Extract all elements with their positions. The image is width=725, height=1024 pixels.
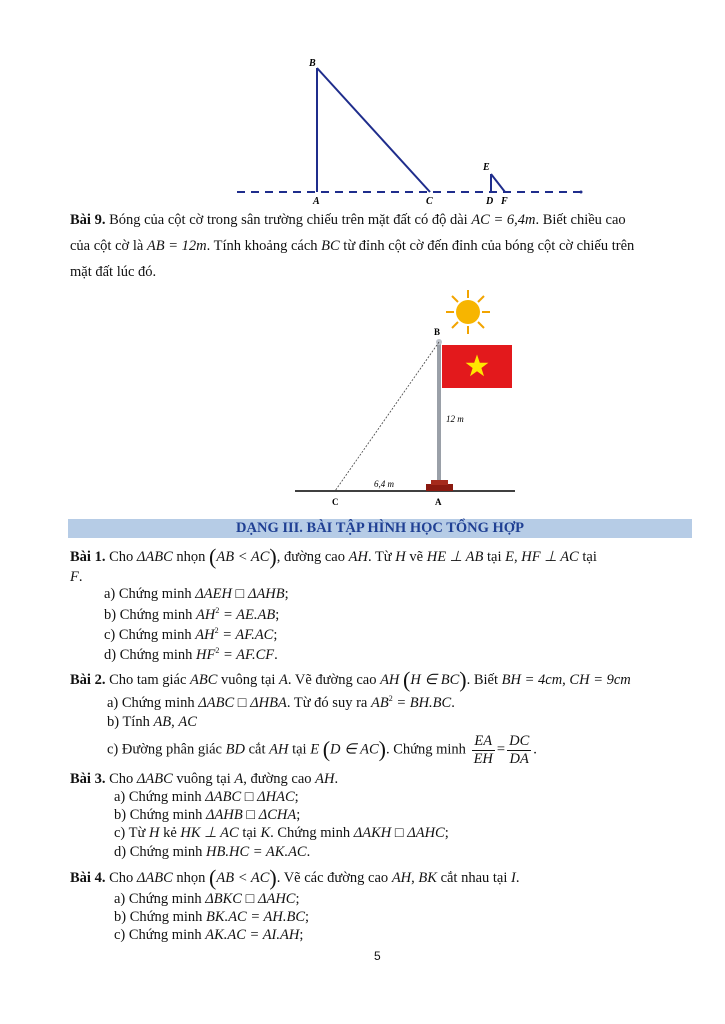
bai4-text: nhọn — [176, 870, 206, 886]
bai3-text: Cho — [109, 771, 134, 787]
label-b: B — [434, 327, 441, 337]
bai3-math: ΔAHB □ ΔCHA — [206, 807, 297, 823]
bai1-sup: 2 — [215, 646, 220, 655]
bai2-punct: , — [171, 714, 175, 730]
fraction-ea-eh — [472, 733, 495, 767]
bai3-punct: . — [306, 844, 311, 860]
bai9-text: . Tính khoảng cách — [206, 238, 318, 254]
bai2-math: BH = 4cm — [501, 672, 563, 688]
bai1-punct: ; — [275, 606, 280, 623]
bai1-title: Bài 1. — [70, 549, 106, 565]
bai9-text: Bóng của cột cờ trong sân trường chiếu trên mặt đất có độ dài — [109, 212, 468, 228]
bai3-part-a — [114, 789, 299, 806]
pole-base — [426, 484, 453, 491]
bai2-text: vuông tại — [221, 672, 276, 688]
bai3-math: ΔABC — [136, 771, 173, 787]
bai2-punct: . — [533, 741, 537, 758]
label-c: C — [426, 196, 433, 207]
bai9-title: Bài 9. — [70, 212, 106, 228]
bai1-text: , — [514, 549, 518, 565]
bai3-text: kẻ — [163, 825, 177, 841]
shadow-line-bc — [335, 342, 439, 491]
bai1-math: AB < AC — [216, 549, 270, 565]
bai1-math: ΔAEH □ ΔAHB — [195, 586, 285, 602]
bai1-math: HF ⊥ AC — [521, 549, 579, 565]
bai3-part-label: a) Chứng minh — [114, 789, 202, 805]
bai2-text: . Từ đó suy ra — [286, 694, 368, 711]
bai4-part-c — [114, 927, 303, 944]
bai4-math: AH — [391, 870, 412, 886]
bai1-sup: 2 — [214, 626, 219, 635]
bai1-text: . — [78, 569, 83, 585]
bai3-part-label: c) Từ — [114, 825, 146, 841]
bai3-punct: ; — [444, 825, 449, 841]
ray-ef — [491, 174, 505, 192]
bai2-math: = BH.BC — [396, 694, 452, 711]
bai1-math: = AF.AC — [222, 626, 274, 643]
sun-icon — [446, 290, 490, 334]
flag-pole — [437, 342, 441, 488]
bai9-line-2 — [70, 238, 634, 255]
fraction-denominator: DA — [509, 750, 529, 767]
bai1-part-label: a) Chứng minh — [104, 586, 192, 602]
figure-flagpole — [290, 290, 525, 515]
bai4-punct: , — [411, 870, 415, 886]
bai3-math: ΔAKH □ ΔAHC — [353, 825, 445, 841]
bai2-part-label: a) Chứng minh — [107, 694, 195, 711]
bai1-part-c — [104, 626, 277, 644]
bai9-line-1 — [70, 212, 626, 229]
bai4-text: . Vẽ các đường cao — [276, 870, 389, 886]
bai2-math: ABC — [190, 672, 218, 688]
bai9-math: AC = 6,4m — [471, 212, 536, 228]
bai3-math: HB.HC = AK.AC — [206, 844, 307, 860]
bai2-math: AH — [269, 741, 289, 758]
bai3-punct: ; — [294, 789, 299, 805]
pole-base-top — [431, 480, 448, 485]
bai3-part-label: b) Chứng minh — [114, 807, 203, 823]
bai3-math: H — [148, 825, 160, 841]
bai2-math: A — [279, 672, 288, 688]
label-b: B — [309, 58, 316, 69]
bai2-math: AB — [370, 694, 389, 711]
bai4-punct: ; — [304, 909, 310, 925]
bai4-math: ΔBKC □ ΔAHC — [205, 891, 296, 907]
bai2-math: D ∈ AC — [330, 741, 379, 758]
bai4-title: Bài 4. — [70, 870, 106, 886]
bai1-math: ΔABC — [136, 549, 173, 565]
bai1-math: = AE.AB — [223, 606, 276, 623]
bai4-math: ΔABC — [136, 870, 173, 886]
bai2-text: . Biết — [466, 672, 499, 688]
bai4-part-label: a) Chứng minh — [114, 891, 202, 907]
label-f: F — [501, 196, 508, 207]
section-header: DẠNG III. BÀI TẬP HÌNH HỌC TỔNG HỢP — [68, 519, 692, 538]
fraction-numerator: EA — [472, 733, 495, 751]
bai3-line-1 — [70, 771, 338, 788]
bai1-part-label: c) Chứng minh — [104, 626, 192, 643]
bai1-part-label: d) Chứng minh — [104, 646, 193, 663]
fraction-denominator: EH — [473, 750, 493, 767]
bai1-text: , đường cao — [276, 549, 345, 565]
label-c: C — [332, 497, 339, 507]
bai4-part-label: b) Chứng minh — [114, 909, 203, 925]
bai2-title: Bài 2. — [70, 672, 106, 688]
bai2-math: CH = 9cm — [569, 672, 631, 688]
bai2-part-a — [107, 694, 455, 712]
bai9-math: AB = 12m — [146, 238, 207, 254]
bai2-math: AH — [380, 672, 400, 688]
bai1-part-label: b) Chứng minh — [104, 606, 193, 623]
bai2-part-label: b) Tính — [107, 714, 150, 730]
bai1-text: Cho — [109, 549, 134, 565]
bai1-math: AH — [348, 549, 368, 565]
bai1-math: H — [395, 549, 406, 565]
bai3-text: , đường cao — [243, 771, 312, 787]
bai2-text: , — [562, 672, 566, 688]
bai3-part-label: d) Chứng minh — [114, 844, 203, 860]
bai1-math: HE ⊥ AB — [426, 549, 484, 565]
bai3-punct: ; — [296, 807, 301, 823]
bai9-text: mặt đất lúc đó. — [70, 264, 157, 280]
bai2-sup: 2 — [388, 694, 393, 703]
bai1-math: = AF.CF — [223, 646, 275, 663]
bai4-line-1: Bài 4. Cho ΔABC nhọn (AB < AC). Vẽ các đường cao AH, BK cắt nhau tại I. — [70, 865, 520, 890]
bai2-math: AC — [178, 714, 197, 730]
bai4-math: I — [511, 870, 516, 886]
bai1-punct: ; — [284, 586, 289, 602]
bai2-part-c: c) Đường phân giác BD cắt AH tại E (D ∈ AC). Chứng minh $\frac{EA}{EH}$ = $\frac{DC}{DA}$ . — [107, 733, 537, 767]
bai1-part-a — [104, 586, 289, 603]
shadow-ray-bc — [317, 68, 430, 192]
label-shadow: 6,4 m — [374, 479, 394, 489]
bai1-line-1: Bài 1. Cho ΔABC nhọn (AB < AC), đường cao AH. Từ H vẽ HE ⊥ AB tại E, HF ⊥ AC tại — [70, 544, 597, 569]
bai1-text: vẽ — [409, 549, 424, 565]
bai3-math: K — [260, 825, 271, 841]
bai9-text: . Biết chiều cao — [535, 212, 626, 228]
bai1-punct: ; — [273, 626, 278, 643]
bai9-line-3 — [70, 264, 156, 281]
page-number: 5 — [374, 949, 381, 963]
bai4-part-b — [114, 909, 309, 926]
bai1-math: AH — [195, 626, 215, 643]
bai1-line-2 — [70, 569, 82, 586]
ground-end-dot — [580, 191, 583, 194]
bai9-text: của cột cờ là — [70, 238, 144, 254]
figure-shadow-diagram — [225, 52, 595, 207]
bai1-text: . Từ — [367, 549, 392, 565]
bai1-text: tại — [487, 549, 502, 565]
bai1-punct: . — [274, 646, 278, 663]
equals-sign: = — [496, 741, 506, 758]
bai3-part-c — [114, 825, 449, 842]
bai9-math: BC — [321, 238, 340, 254]
bai1-part-b — [104, 606, 279, 624]
bai3-math: HK ⊥ AC — [180, 825, 239, 841]
bai1-math: F — [70, 569, 79, 585]
bai9-text: từ đỉnh cột cờ đến đỉnh của bóng cột cờ chiếu trên — [343, 238, 635, 254]
bai3-math: A — [234, 771, 244, 787]
bai4-math: AB < AC — [216, 870, 270, 886]
bai3-text: vuông tại — [176, 771, 231, 787]
fraction-dc-da — [507, 733, 531, 767]
bai2-text: Cho tam giác — [109, 672, 187, 688]
bai4-punct: ; — [295, 891, 300, 907]
bai1-math: AH — [196, 606, 216, 623]
label-e: E — [483, 162, 490, 173]
bai2-punct: . — [451, 694, 455, 711]
bai1-text: tại — [582, 549, 597, 565]
label-a: A — [313, 196, 320, 207]
bai2-part-b — [107, 714, 197, 731]
bai1-sup: 2 — [215, 606, 220, 615]
bai2-math: ΔABC □ ΔHBA — [198, 694, 287, 711]
bai3-math: AH — [315, 771, 335, 787]
bai4-part-label: c) Chứng minh — [114, 927, 202, 943]
bai2-text: . Chứng minh — [385, 741, 466, 758]
bai4-math: BK.AC = AH.BC — [206, 909, 305, 925]
label-a: A — [435, 497, 442, 507]
bai2-part-label: c) Đường phân giác — [107, 741, 222, 758]
bai3-title: Bài 3. — [70, 771, 106, 787]
bai2-math: E — [310, 741, 320, 758]
bai2-text: cắt — [248, 741, 266, 758]
bai2-line-1: Bài 2. Cho tam giác ABC vuông tại A. Vẽ đường cao AH (H ∈ BC). Biết BH = 4cm, CH = 9cm — [70, 667, 631, 692]
bai4-math: BK — [418, 870, 437, 886]
fraction-numerator: DC — [509, 733, 530, 749]
bai3-text: tại — [242, 825, 257, 841]
bai3-text: . Chứng minh — [270, 825, 351, 841]
label-height: 12 m — [446, 414, 464, 424]
bai3-part-b — [114, 807, 300, 824]
bai1-math: HF — [196, 646, 216, 663]
bai1-text: nhọn — [176, 549, 206, 565]
bai2-math: H ∈ BC — [410, 672, 460, 688]
bai4-text: Cho — [109, 870, 134, 886]
bai4-punct: ; — [299, 927, 304, 943]
bai2-text: tại — [292, 741, 307, 758]
bai4-text: cắt nhau tại — [440, 870, 508, 886]
bai4-math: AK.AC = AI.AH — [205, 927, 300, 943]
bai4-punct: . — [515, 870, 520, 886]
bai2-math: AB — [153, 714, 172, 730]
bai1-math: E — [505, 549, 514, 565]
bai4-part-a — [114, 891, 300, 908]
bai1-part-d — [104, 646, 278, 664]
bai2-math: BD — [225, 741, 245, 758]
bai3-punct: . — [334, 771, 339, 787]
bai2-text: . Vẽ đường cao — [287, 672, 377, 688]
bai3-math: ΔABC □ ΔHAC — [205, 789, 295, 805]
bai3-part-d — [114, 844, 310, 861]
label-d: D — [486, 196, 494, 207]
